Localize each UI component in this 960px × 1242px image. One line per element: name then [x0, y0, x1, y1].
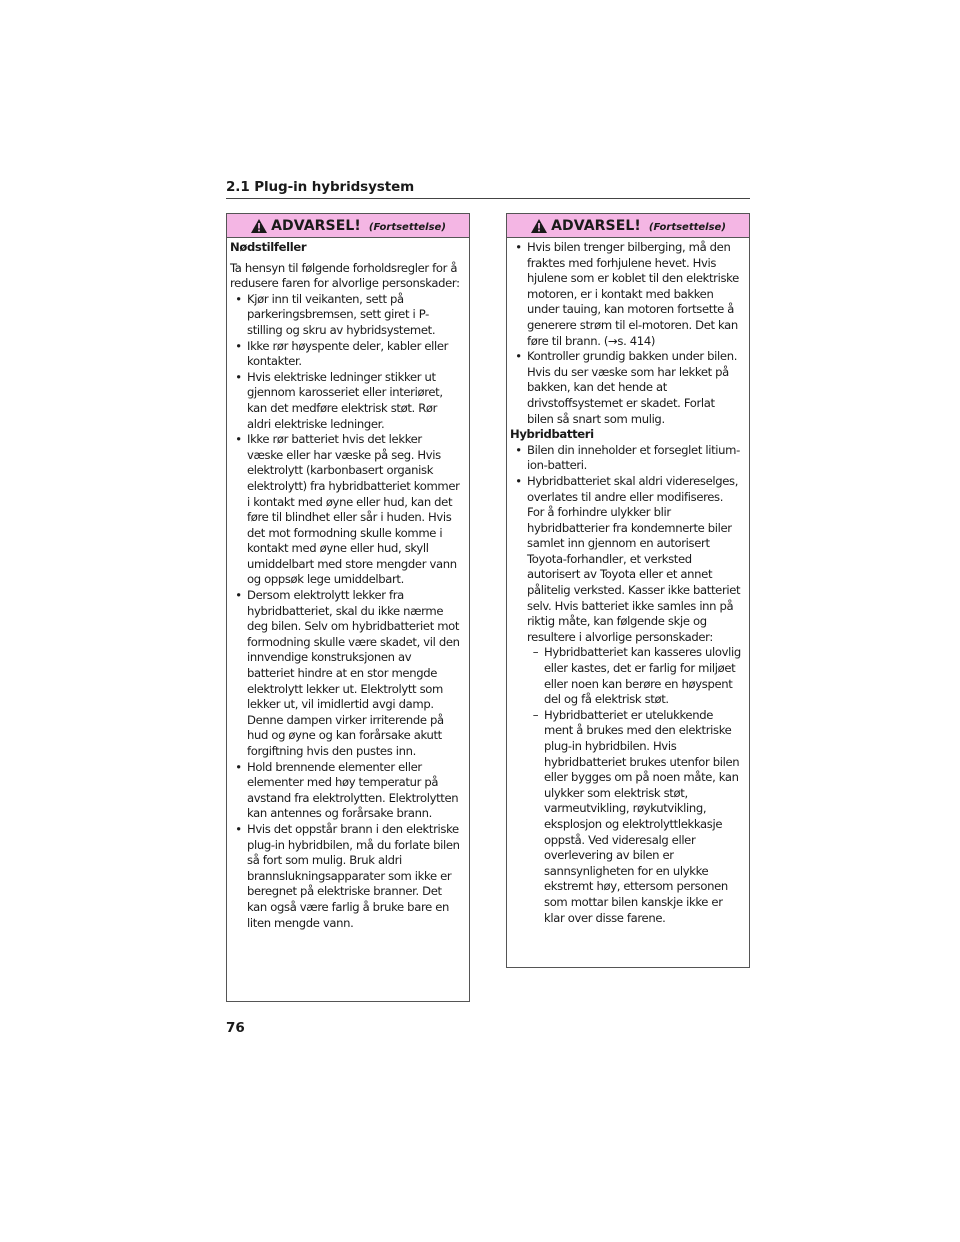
- warning-title: ADVARSEL!: [271, 217, 361, 234]
- page-number: 76: [226, 1020, 245, 1036]
- warning-body: [507, 238, 749, 926]
- list-item: • Hybridbatteriet skal aldri videreselges, overlates til andre eller modifiseres. For å forhindre ulykker blir hybridbatterier fra kondemnerte biler samlet inn gjennom en autorisert Toyota-forhandler, et verksted autorisert av Toyota eller et annet pålitelig verksted. Kasser ikke batteriet selv. Hvis batteriet ikke samles inn på riktig måte, kan følgende skje og resultere i alvorlige personskader: – Hybridbatteriet kan kasseres ulovlig eller kastes, det er farlig for miljøet eller noen kan berøre en høyspent del og få elektrisk støt. – Hybridbatteriet er utelukkende ment å brukes med den elektriske plug-in hybridbilen. Hvis hybridbatteriet brukes utenfor bilen eller bygges om på noen måte, kan ulykker som elektrisk støt, varmeutvikling, røykutvikling, eksplosjon og elektrolyttlekkasje oppstå. Ved videresalg eller overlevering av bilen er sannsynligheten for en ulykke ekstremt høy, ettersom personen som mottar bilen kanskje ikke er klar over disse farene.: [515, 473, 741, 925]
- warning-triangle-icon: [530, 218, 548, 234]
- section-divider: [226, 198, 750, 199]
- list-item: • Hvis elektriske ledninger stikker ut gjennom karosseriet eller interiøret, kan det medføre elektrisk støt. Rør aldri elektriske ledninger.: [235, 369, 443, 431]
- list-item: – Hybridbatteriet kan kasseres ulovlig eller kastes, det er farlig for miljøet eller noen kan berøre en høyspent del og få elektrisk støt.: [532, 645, 741, 707]
- warning-box-left: [226, 213, 470, 1002]
- warning-box-right: [506, 213, 750, 968]
- dash-list: [527, 645, 741, 926]
- warning-triangle-icon: [250, 218, 268, 234]
- section-header: 2.1 Plug-in hybridsystem: [226, 179, 415, 195]
- list-item: • Bilen din inneholder et forseglet litium-ion-batteri.: [515, 442, 740, 473]
- warning-title: ADVARSEL!: [551, 217, 641, 234]
- warning-subtitle: (Fortsettelse): [648, 221, 726, 233]
- intro-paragraph: Ta hensyn til følgende forholdsregler for å redusere faren for alvorlige personskader:: [230, 260, 460, 291]
- bullet-list: [510, 240, 741, 427]
- warning-header: [507, 214, 749, 238]
- bullet-list: [510, 443, 741, 926]
- subheading: Nødstilfeller: [230, 240, 307, 254]
- subheading: Hybridbatteri: [510, 427, 594, 442]
- list-item: • Hvis det oppstår brann i den elektriske plug-in hybridbilen, må du forlate bilen så fort som mulig. Bruk aldri brannslukningsapparater som ikke er beregnet på elektriske branner. Det kan også være farlig å bruke bare en liten mengde vann.: [235, 821, 460, 930]
- list-item: • Kontroller grundig bakken under bilen. Hvis du ser væske som har lekket på bakken, kan det hende at drivstoffsystemet er skadet. Forlat bilen så snart som mulig.: [515, 349, 738, 426]
- warning-body: [227, 238, 469, 931]
- bullet-list: [230, 292, 461, 931]
- list-item: • Kjør inn til veikanten, sett på parkeringsbremsen, sett giret i P-stilling og skru av hybridsystemet.: [235, 291, 436, 337]
- list-item: • Hvis bilen trenger bilberging, må den fraktes med forhjulene hevet. Hvis hjulene som er koblet til den elektriske motoren, er i kontakt med bakken under tauing, kan motoren fortsette å generere strøm til el-motoren. Det kan føre til brann. (→s. 414): [515, 240, 739, 348]
- list-item: • Dersom elektrolytt lekker fra hybridbatteriet, skal du ikke nærme deg bilen. Selv om hybridbatteriet mot formodning skulle være skadet, vil den innvendige konstruksjonen av batteriet hindre at en stor mengde elektrolytt lekker ut. Elektrolytt som lekker ut, vil imidlertid avgi damp. Denne dampen virker irriterende på hud og øyne og kan forårsake akutt forgiftning hvis den pustes inn.: [235, 588, 460, 758]
- warning-header: [227, 214, 469, 238]
- warning-subtitle: (Fortsettelse): [368, 221, 446, 233]
- list-item: • Ikke rør høyspente deler, kabler eller kontakter.: [235, 338, 449, 369]
- list-item: • Hold brennende elementer eller elementer med høy temperatur på avstand fra elektrolytten. Elektrolytten kan antennes og forårsake brann.: [235, 759, 459, 821]
- list-item: – Hybridbatteriet er utelukkende ment å brukes med den elektriske plug-in hybridbilen. Hvis hybridbatteriet brukes utenfor bilen eller bygges om på noen måte, kan ulykker som elektrisk støt, varmeutvikling, røykutvikling, eksplosjon og elektrolyttlekkasje oppstå. Ved videresalg eller overlevering av bilen er sannsynligheten for en ulykke ekstremt høy, ettersom personen som mottar bilen kanskje ikke er klar over disse farene.: [532, 707, 740, 925]
- list-item: • Ikke rør batteriet hvis det lekker væske eller har væske på seg. Hvis elektrolytt (karbonbasert organisk elektrolytt) fra hybridbatteriet kommer i kontakt med øyne eller hud, kan det føre til blindhet eller sår i huden. Hvis det mot formodning skulle komme i kontakt med øyne eller hud, skyll umiddelbart med store mengder vann og oppsøk lege umiddelbart.: [235, 432, 460, 587]
